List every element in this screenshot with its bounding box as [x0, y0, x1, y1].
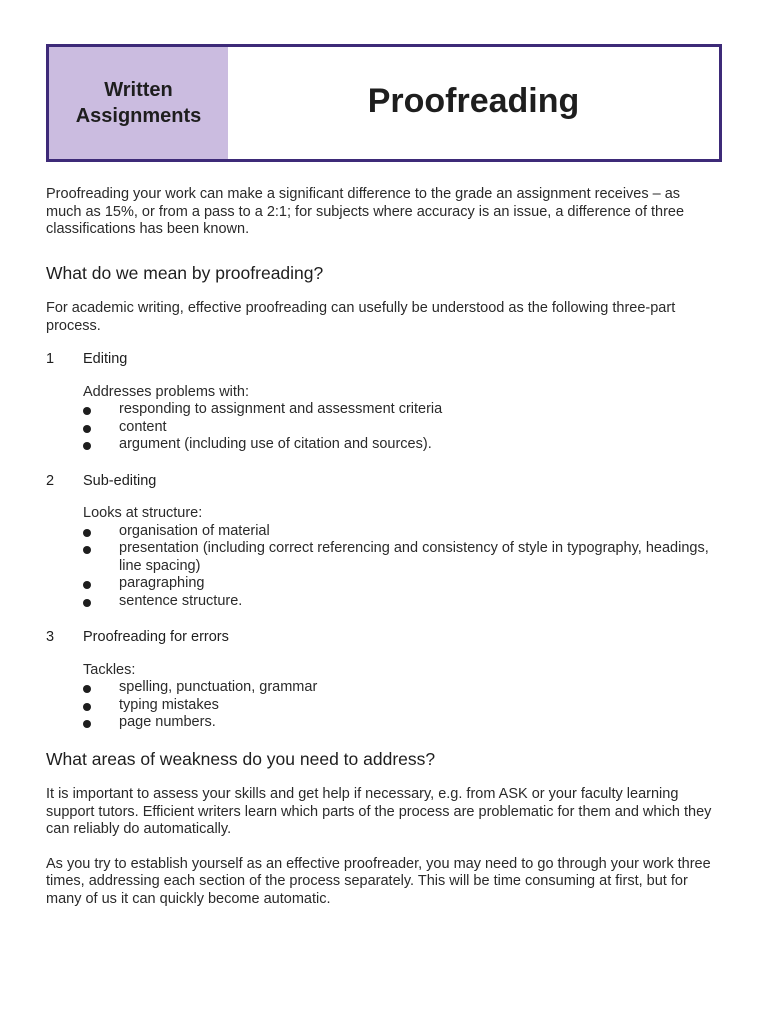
bullet-icon [83, 442, 91, 450]
step-lead: Addresses problems with: [83, 383, 250, 400]
bullet-list [83, 679, 716, 732]
bullet-icon [83, 407, 91, 415]
step-heading [46, 629, 716, 647]
step-number: 2 [46, 472, 55, 489]
bullet-list [83, 523, 716, 611]
section-heading-meaning: What do we mean by proofreading? [46, 262, 324, 283]
step-body [46, 384, 716, 454]
section-label-line2: Assignments [75, 105, 202, 127]
list-item-text: page numbers. [119, 714, 216, 730]
list-item [83, 697, 716, 715]
bullet-icon [83, 546, 91, 554]
list-item-text: content [119, 418, 167, 435]
list-item [83, 436, 716, 454]
bullet-icon [83, 703, 91, 711]
step-body [46, 662, 716, 732]
section-label-line1: Written [104, 79, 173, 101]
list-item [83, 523, 716, 541]
step-heading [46, 473, 716, 491]
list-item [83, 593, 716, 611]
step-lead: Looks at structure: [83, 505, 203, 521]
section-lead: For academic writing, effective proofreading can usefully be understood as the following three-part process. [46, 300, 676, 334]
page-title: Proofreading [367, 81, 580, 120]
list-item [83, 419, 716, 437]
bullet-list [83, 401, 716, 454]
body-paragraph: It is important to assess your skills and get help if necessary, e.g. from ASK or your faculty learning support tutors. Efficient writers learn which parts of the process are problematic for them and which they can reliably do automatically. [46, 786, 712, 837]
list-item-text: responding to assignment and assessment criteria [119, 401, 443, 417]
document-body [46, 186, 716, 925]
section-heading-weakness: What areas of weakness do you need to address? [46, 748, 436, 769]
list-item-text: organisation of material [119, 522, 270, 539]
bullet-icon [83, 599, 91, 607]
weakness-section [46, 748, 716, 909]
step-heading [46, 351, 716, 369]
step-title: Proofreading for errors [83, 629, 229, 645]
list-item-text: typing mistakes [119, 696, 219, 713]
list-item [83, 679, 716, 697]
list-item-text: presentation (including correct referencing and consistency of style in typography, headings, line spacing) [119, 540, 709, 574]
bullet-icon [83, 425, 91, 433]
body-paragraph: As you try to establish yourself as an effective proofreader, you may need to go through your work three times, addressing each section of the process separately. This will be time consuming at first, but for many of us it can quickly become automatic. [46, 855, 711, 907]
header-box [46, 44, 722, 162]
step-number: 1 [46, 351, 55, 367]
step-number: 3 [46, 629, 55, 645]
list-item-text: argument (including use of citation and sources). [119, 436, 432, 452]
bullet-icon [83, 720, 91, 728]
step-body [46, 505, 716, 610]
bullet-icon [83, 581, 91, 589]
list-item [83, 714, 716, 732]
intro-paragraph: Proofreading your work can make a significant difference to the grade an assignment receives – as much as 15%, or from a pass to a 2:1; for subjects where accuracy is an issue, a difference of three classifications has been known. [46, 186, 685, 237]
list-item-text: spelling, punctuation, grammar [119, 679, 318, 695]
step-title: Sub-editing [83, 472, 157, 489]
bullet-icon [83, 685, 91, 693]
section-label [49, 47, 228, 159]
list-item [83, 401, 716, 419]
list-item-text: paragraphing [119, 575, 205, 591]
step-title: Editing [83, 351, 128, 367]
bullet-icon [83, 529, 91, 537]
step-lead: Tackles: [83, 661, 136, 678]
list-item-text: sentence structure. [119, 592, 243, 609]
list-item [83, 540, 716, 575]
list-item [83, 575, 716, 593]
